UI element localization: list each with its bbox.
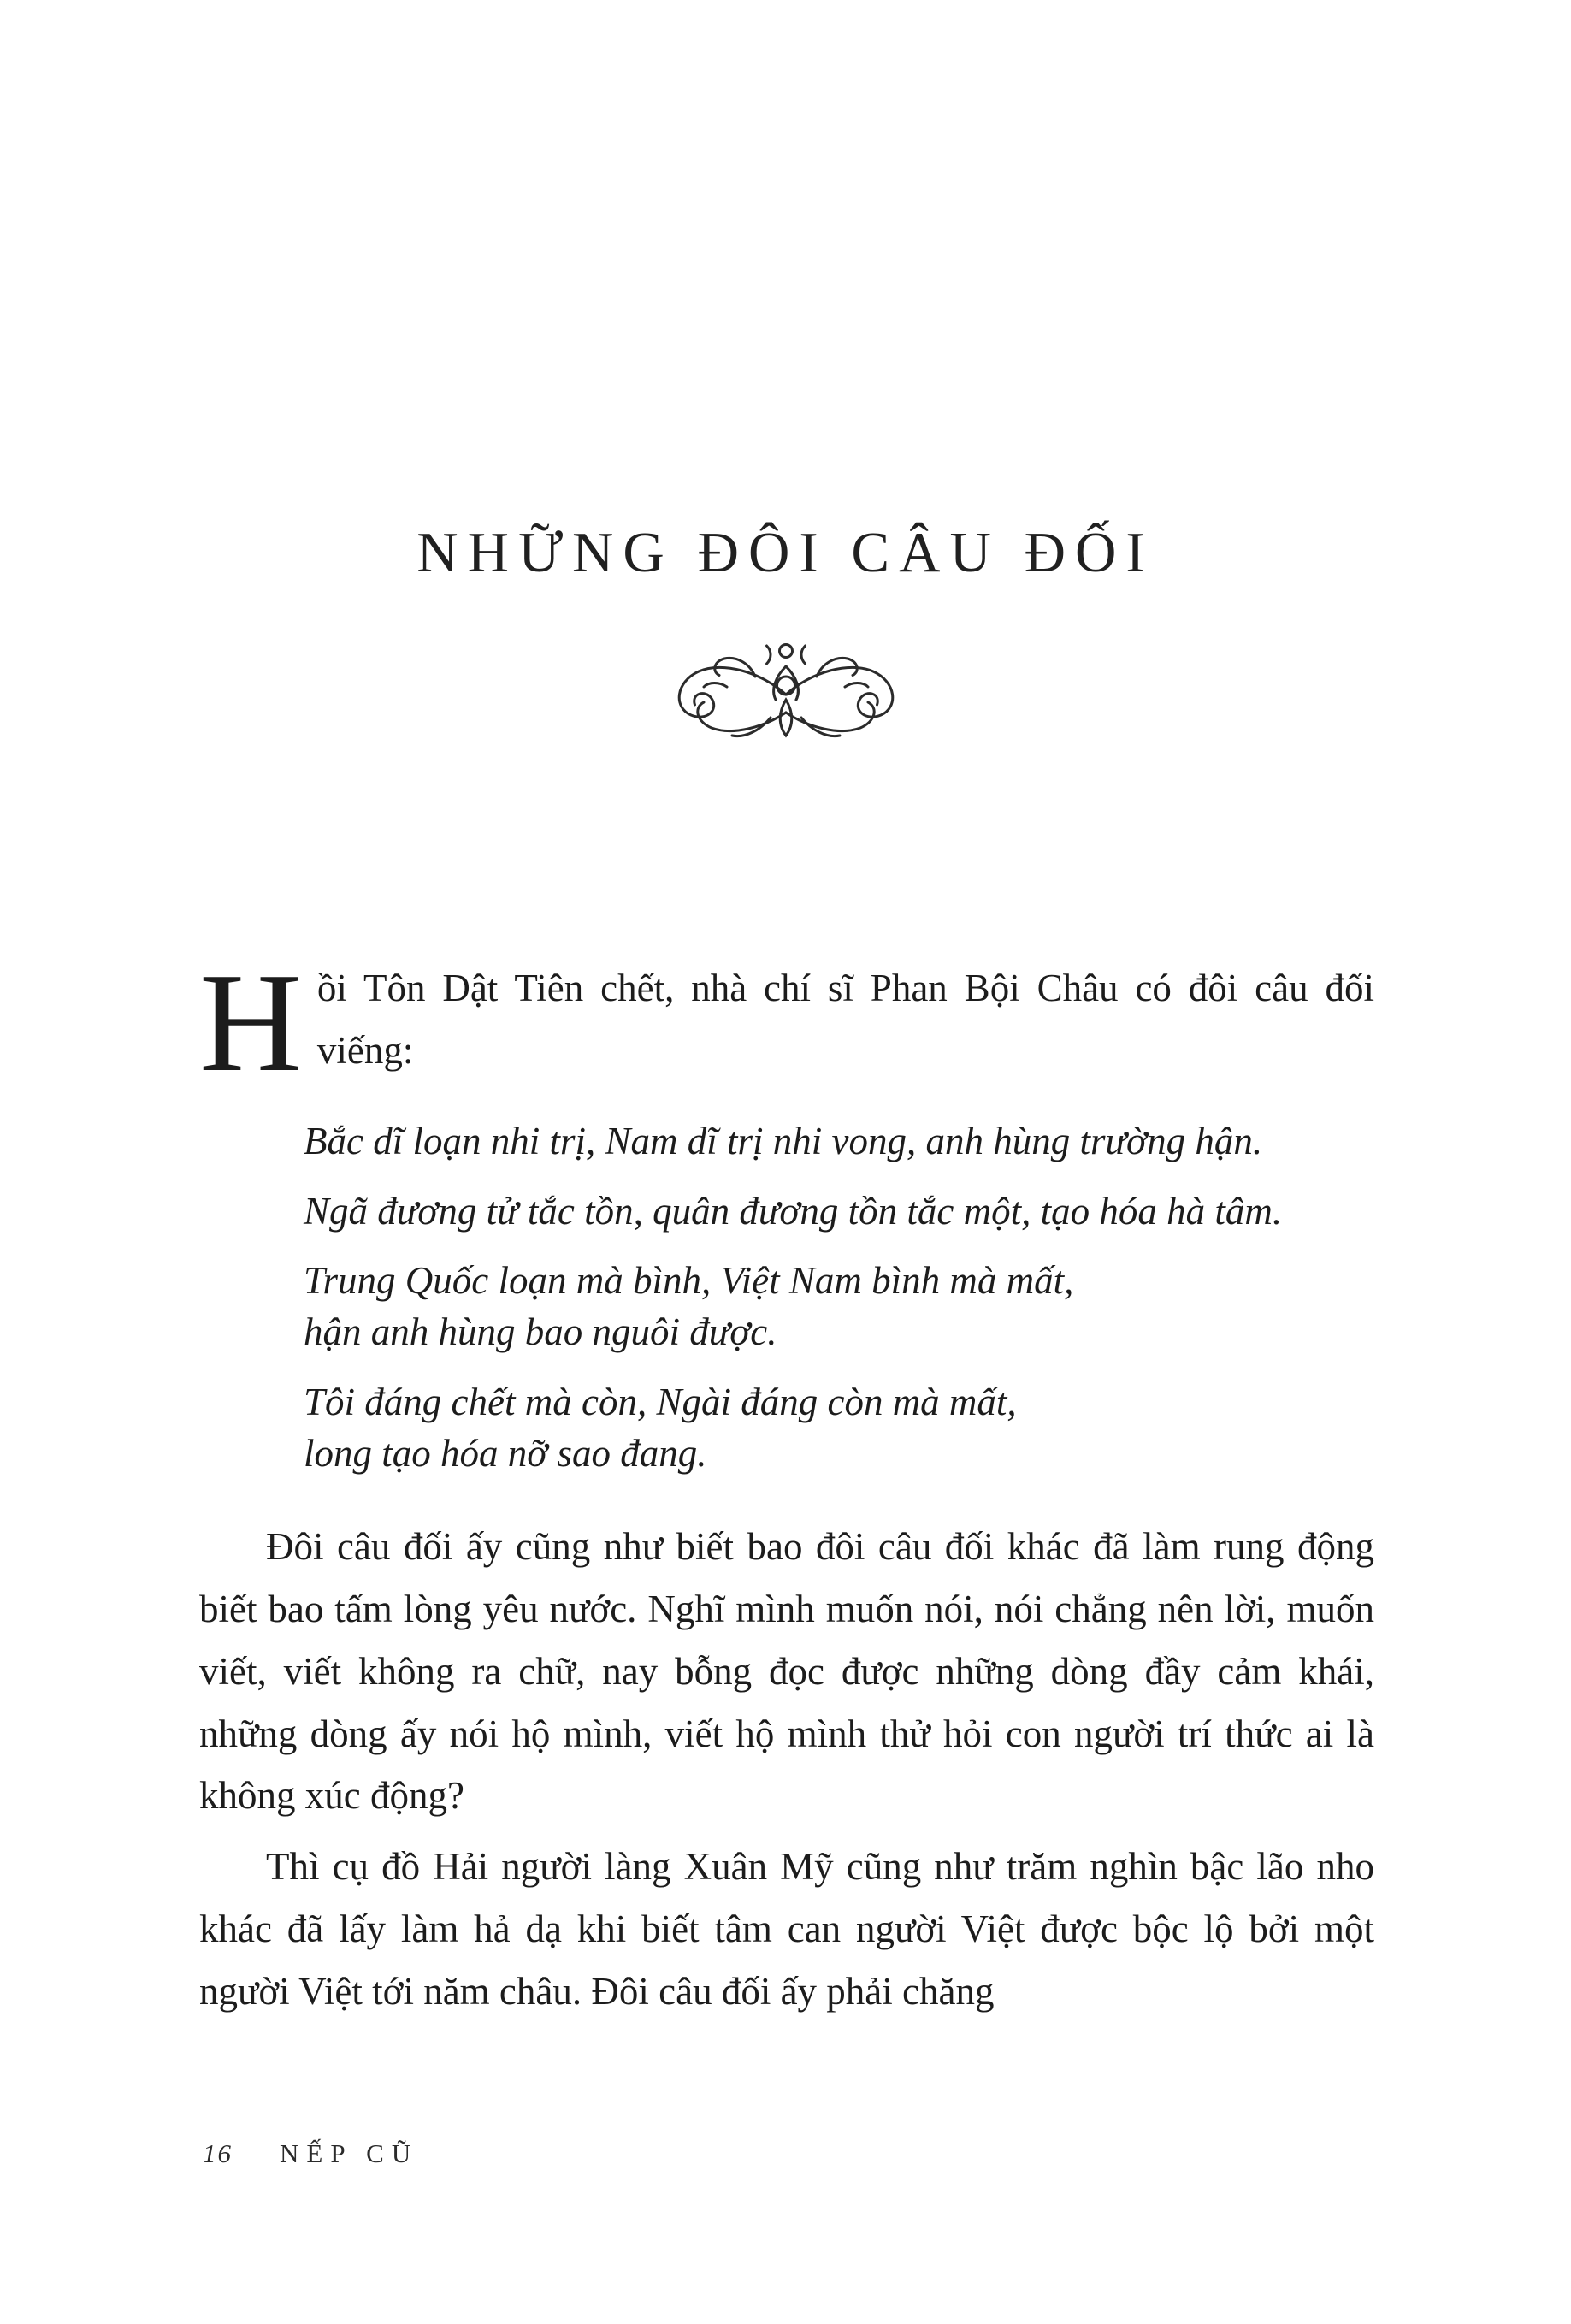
- page-number: 16: [203, 2138, 233, 2168]
- chapter-title: NHỮNG ĐÔI CÂU ĐỐI: [416, 521, 1155, 584]
- couplet-block: [304, 1116, 1374, 1480]
- verse-line: Ngã đương tử tắc tồn, quân đương tồn tắc một, tạo hóa hà tâm.: [304, 1189, 1283, 1233]
- paragraph: Đôi câu đối ấy cũng như biết bao đôi câu đối khác đã làm rung động biết bao tấm lòng yêu nước. Nghĩ mình muốn nói, nói chẳng nên lời, muốn viết, viết không ra chữ, nay bỗng đọc được những dòng đầy cảm khái, những dòng ấy nói hộ mình, viết hộ mình thử hỏi con người trí thức ai là không xúc động?: [199, 1524, 1374, 1818]
- verse-line: Tôi đáng chết mà còn, Ngài đáng còn mà mất,: [304, 1381, 1017, 1424]
- chapter-ornament: [0, 627, 1571, 764]
- floral-ornament-icon: [637, 627, 935, 757]
- running-title: NẾP CŨ: [280, 2138, 419, 2168]
- verse-line: long tạo hóa nỡ sao đang.: [304, 1432, 707, 1475]
- intro-paragraph: [199, 943, 1374, 1101]
- verse-line: Bắc dĩ loạn nhi trị, Nam dĩ trị nhi vong, anh hùng trường hận.: [304, 1119, 1263, 1162]
- paragraph: Thì cụ đồ Hải người làng Xuân Mỹ cũng như trăm nghìn bậc lão nho khác đã lấy làm hả dạ khi biết tâm can người Việt được bộc lộ bởi một người Việt tới năm châu. Đôi câu đối ấy phải chăng: [199, 1845, 1374, 2014]
- drop-cap: H: [199, 943, 302, 1101]
- page-footer: [203, 2138, 418, 2169]
- verse-line: Trung Quốc loạn mà bình, Việt Nam bình mà mất,: [304, 1259, 1074, 1303]
- intro-text: ồi Tôn Dật Tiên chết, nhà chí sĩ Phan Bội Châu có đôi câu đối viếng:: [316, 967, 1374, 1072]
- verse-line: hận anh hùng bao nguôi được.: [304, 1310, 777, 1354]
- body-text-block: [199, 943, 1374, 2023]
